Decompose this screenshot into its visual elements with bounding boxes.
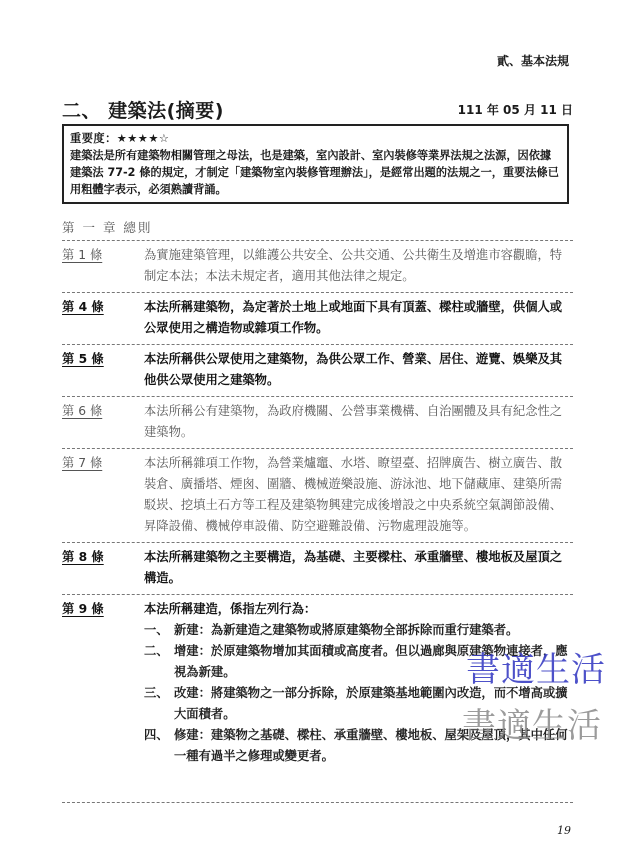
article-text: 本法所稱供公眾使用之建築物，為供公眾工作、營業、居住、遊覽、娛樂及其他供公眾使用之建築物。	[144, 352, 563, 387]
article-number: 第 8 條	[62, 550, 104, 564]
article-8	[62, 542, 573, 594]
list-item	[144, 725, 573, 767]
article-number: 第 9 條	[62, 602, 104, 616]
list-item	[144, 641, 573, 683]
summary-box	[62, 124, 569, 204]
item-number: 二、	[144, 644, 169, 658]
page-number: 19	[557, 824, 571, 837]
article-5	[62, 344, 573, 396]
revision-date: 111 年 05 月 11 日	[457, 103, 573, 117]
section-header: 貳、基本法規	[496, 54, 569, 68]
summary-text: 建築法是所有建築物相關管理之母法，也是建築，室內設計、室內裝修等業界法規之法源，因依據建築法 77-2 條的規定，才制定「建築物室內裝修管理辦法」，是經常出題的法規之一，重要法條已用粗體字表示，必須熟讀背誦。	[70, 149, 559, 196]
definition-list	[144, 620, 573, 767]
page-title: 二、 建築法(摘要)	[62, 100, 224, 122]
article-4	[62, 292, 573, 344]
article-number: 第 7 條	[62, 456, 103, 470]
article-1	[62, 240, 573, 292]
article-text	[144, 599, 573, 767]
article-number: 第 1 條	[62, 248, 103, 262]
item-number: 三、	[144, 686, 169, 700]
watermark-blue: 書適生活	[466, 650, 606, 690]
item-text: 新建：為新建造之建築物或將原建築物全部拆除而重行建築者。	[174, 623, 519, 637]
watermark-gray: 書適生活	[462, 706, 602, 746]
item-text: 改建：將建築物之一部分拆除，於原建築基地範圍內改造，而不增高或擴大面積者。	[174, 686, 568, 721]
article-text: 本法所稱公有建築物，為政府機關、公營事業機構、自治團體及具有紀念性之建築物。	[144, 404, 563, 439]
item-number: 一、	[144, 623, 169, 637]
article-9	[62, 594, 573, 772]
article-number: 第 6 條	[62, 404, 103, 418]
chapter-heading: 第 一 章 總則	[62, 220, 153, 235]
list-item	[144, 683, 573, 725]
article-number: 第 4 條	[62, 300, 104, 314]
article-text: 本法所稱雜項工作物，為營業爐竈、水塔、瞭望臺、招牌廣告、樹立廣告、散裝倉、廣播塔、煙囪、圍牆、機械遊樂設施、游泳池、地下儲藏庫、建築所需駁崁、挖填土石方等工程及建築物興建完成後增設之中央系統空氣調節設備、昇降設備、機械停車設備、防空避難設備、污物處理設施等。	[144, 456, 563, 533]
article-7	[62, 448, 573, 542]
divider	[62, 802, 573, 803]
item-number: 四、	[144, 728, 169, 742]
list-item	[144, 620, 573, 641]
importance-rating: 重要度：★★★★☆	[70, 132, 170, 145]
article-text: 本法所稱建築物之主要構造，為基礎、主要樑柱、承重牆壁、樓地板及屋頂之構造。	[144, 550, 563, 585]
item-text: 增建：於原建築物增加其面積或高度者。但以過廊與原建築物連接者，應視為新建。	[174, 644, 568, 679]
article-number: 第 5 條	[62, 352, 104, 366]
article-6	[62, 396, 573, 448]
article-list	[62, 240, 573, 803]
article-text: 為實施建築管理，以維護公共安全、公共交通、公共衛生及增進市容觀瞻，特制定本法；本法未規定者，適用其他法律之規定。	[144, 248, 563, 283]
item-text: 修建：建築物之基礎、樑柱、承重牆壁、樓地板、屋架及屋頂，其中任何一種有過半之修理或變更者。	[174, 728, 568, 763]
article-intro: 本法所稱建造，係指左列行為：	[144, 602, 317, 616]
article-text: 本法所稱建築物，為定著於土地上或地面下具有頂蓋、樑柱或牆壁，供個人或公眾使用之構造物或雜項工作物。	[144, 300, 563, 335]
